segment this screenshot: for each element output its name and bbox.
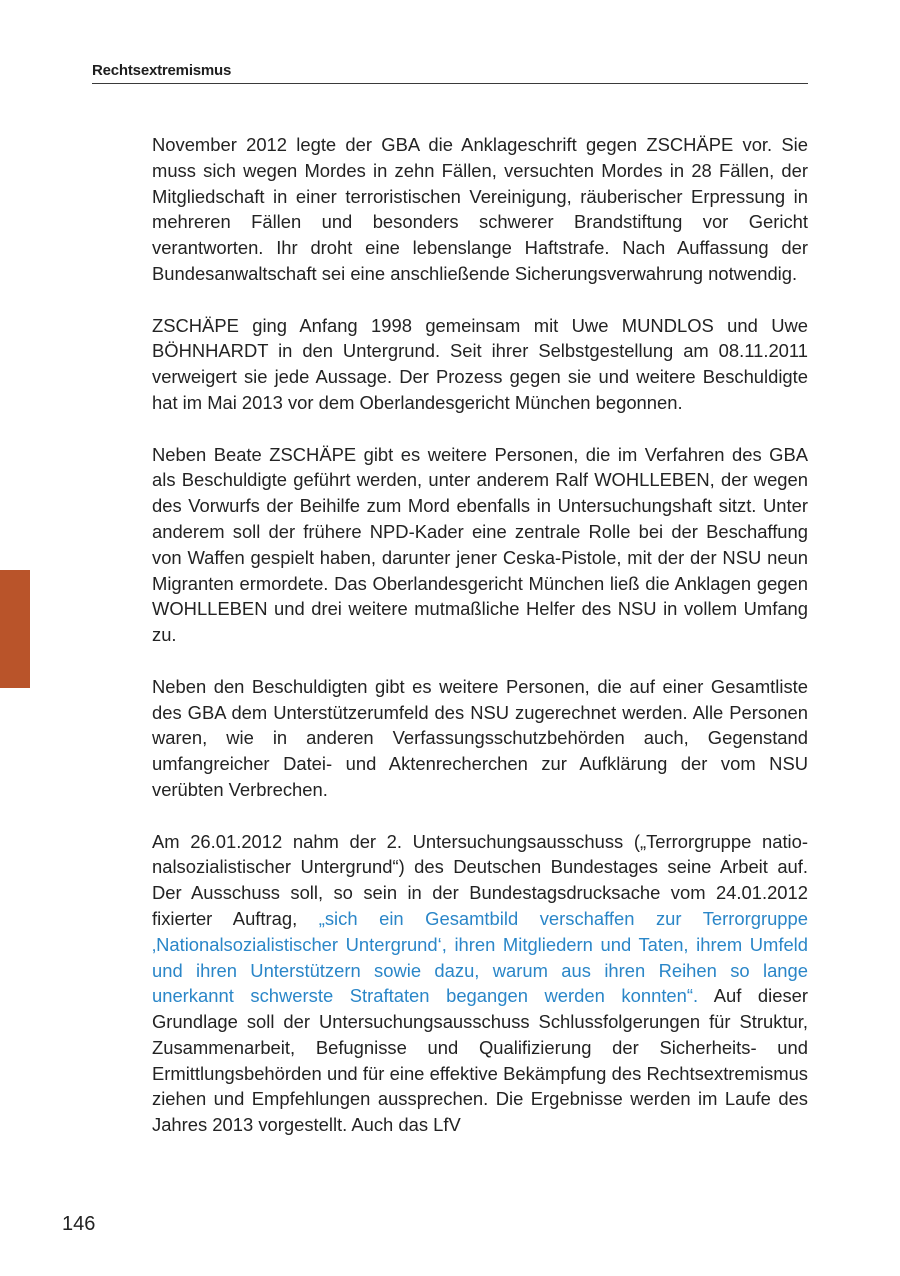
running-header (92, 62, 808, 84)
paragraph-5-intro: Am 26.01.2012 nahm der 2. Untersuchungsausschuss („Terrorgruppe nationalsozialistischer Untergrund“) des Deutschen Bundestages seine Arbeit auf. Der Ausschuss soll, so sein in der Bundestagsdrucksache vom 24.01.2012 fixierter Auftrag, (152, 830, 808, 929)
paragraph-3: Neben Beate ZSCHÄPE gibt es weitere Personen, die im Verfahren des GBA als Beschuldigte geführt werden, unter anderem Ralf WOHLLEBEN, der wegen des Vorwurfs der Beihilfe zum Mord ebenfalls in Untersuchungshaft sitzt. Unter anderem soll der frühere NPD-Kader eine zentrale Rolle bei der Beschaffung von Waffen gespielt haben, darunter jener Ceska-Pistole, mit der der NSU neun Migranten ermordete. Das Oberlandesgericht München ließ die Anklagen gegen WOHLLEBEN und drei weitere mutmaßliche Helfer des NSU in vollem Umfang zu. (152, 443, 808, 646)
body-text (152, 132, 808, 1164)
paragraph-5-rest: Auf dieser Grundlage soll der Untersuchungsausschuss Schlussfolgerungen für Struktur, Zusammenarbeit, Befugnisse und Qualifizierung der Sicherheits- und Ermittlungsbehörden und für eine effektive Bekämpfung des Rechtsextremismus ziehen und Empfehlungen aussprechen. Die Ergebnisse werden im Laufe des Jahres 2013 vorgestellt. Auch das LfV (152, 985, 808, 1136)
page-number: 146 (62, 1213, 96, 1235)
paragraph-4: Neben den Beschuldigten gibt es weitere Personen, die auf einer Gesamtliste des GBA dem Unterstützerumfeld des NSU zugerechnet werden. Alle Personen waren, wie in anderen Verfassungsschutzbehörden auch, Gegenstand umfangreicher Datei- und Aktenrecherchen zur Aufklärung der vom NSU verübten Verbrechen. (152, 675, 808, 800)
mandate-quote: „sich ein Gesamtbild verschaffen zur Terrorgruppe ‚Nationalsozialistischer Untergrund‘, ihren Mitgliedern und Taten, ihrem Umfeld und ihren Unterstützern sowie dazu, warum aus ihren Reihen so lange unerkannt schwerste Straftaten begangen werden konnten“. (152, 907, 808, 1007)
section-title: Rechtsextremismus (92, 62, 232, 79)
paragraph-1: November 2012 legte der GBA die Anklageschrift gegen ZSCHÄPE vor. Sie muss sich wegen Mordes in zehn Fällen, versuchten Mordes in 28 Fällen, der Mitgliedschaft in einer terroristischen Vereinigung, räuberischer Erpressung in mehreren Fällen und besonders schwerer Brandstiftung vor Gericht verantworten. Ihr droht eine lebenslange Haftstrafe. Nach Auffassung der Bundesanwaltschaft sei eine anschließende Sicherungsverwahrung notwendig. (152, 134, 808, 284)
paragraph-2: ZSCHÄPE ging Anfang 1998 gemeinsam mit Uwe MUNDLOS und Uwe BÖHNHARDT in den Untergrund. Seit ihrer Selbstgestellung am 08.11.2011 verweigert sie jede Aussage. Der Prozess gegen sie und weitere Beschuldigte hat im Mai 2013 vor dem Oberlandesgericht München begonnen. (152, 314, 808, 413)
paragraph-5 (152, 829, 808, 1139)
chapter-tab-marker (0, 570, 30, 688)
